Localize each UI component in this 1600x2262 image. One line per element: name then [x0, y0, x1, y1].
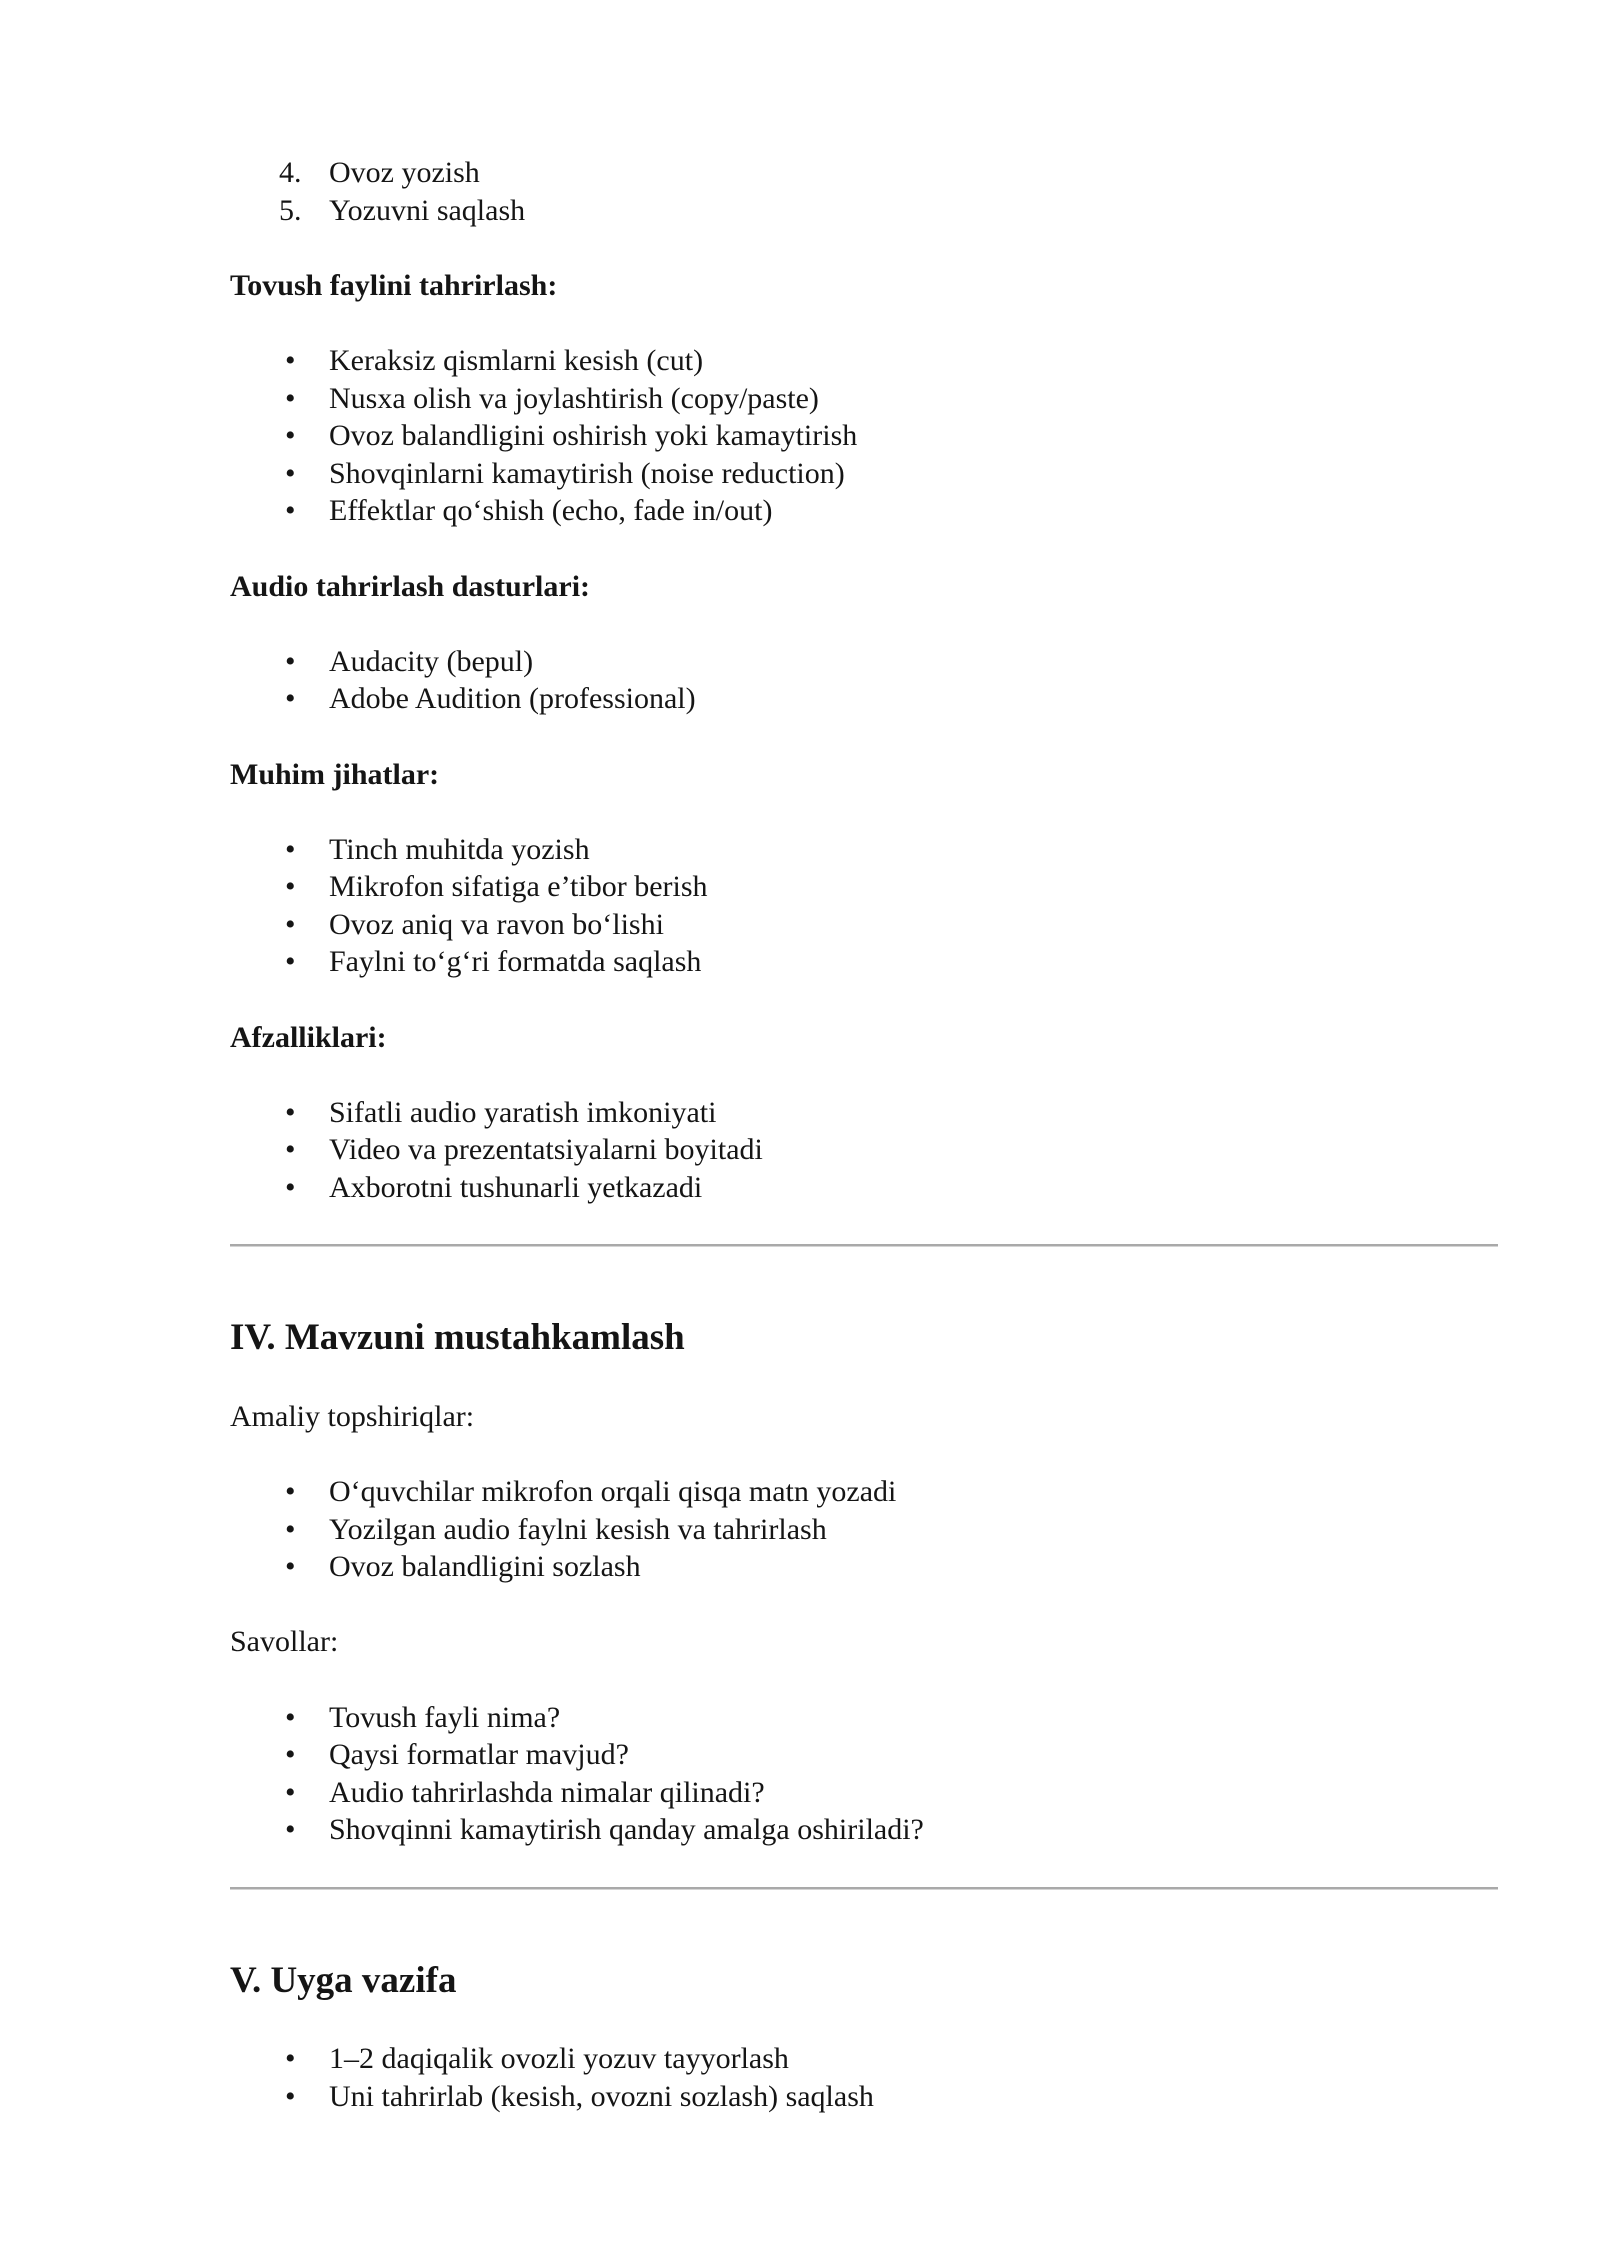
horizontal-divider — [230, 1887, 1498, 1890]
list-item: • Qaysi formatlar mavjud? — [329, 1736, 1498, 1774]
tasks-label: Amaliy topshiriqlar: — [230, 1399, 475, 1433]
programs-list — [230, 643, 1498, 718]
list-item — [279, 154, 1498, 192]
list-item-number: 5. — [279, 193, 302, 227]
list-item-text: Ovoz yozish — [329, 156, 480, 189]
advantages-list — [230, 1094, 1498, 1207]
document-page — [230, 154, 1498, 2153]
list-item-number: 4. — [279, 156, 302, 189]
list-item: • Uni tahrirlab (kesish, ovozni sozlash) saqlash — [329, 2078, 1498, 2116]
list-item: • Faylni to‘g‘ri formatda saqlash — [329, 943, 1498, 981]
section-5-title: V. Uyga vazifa — [230, 1959, 457, 2001]
list-item: • Nusxa olish va joylashtirish (copy/paste) — [329, 380, 1498, 418]
questions-label: Savollar: — [230, 1625, 339, 1659]
list-item: • Audio tahrirlashda nimalar qilinadi? — [329, 1774, 1498, 1812]
important-heading: Muhim jihatlar: — [230, 757, 440, 791]
list-item: • Axborotni tushunarli yetkazadi — [329, 1169, 1498, 1207]
list-item: • Ovoz balandligini oshirish yoki kamaytirish — [329, 417, 1498, 455]
list-item: • Tinch muhitda yozish — [329, 831, 1498, 869]
tasks-list — [230, 1473, 1498, 1586]
list-item: • Sifatli audio yaratish imkoniyati — [329, 1094, 1498, 1132]
editing-list — [230, 342, 1498, 530]
list-item: • Mikrofon sifatiga e’tibor berish — [329, 868, 1498, 906]
list-item: • Tovush fayli nima? — [329, 1699, 1498, 1737]
list-item: • Keraksiz qismlarni kesish (cut) — [329, 342, 1498, 380]
list-item: • Video va prezentatsiyalarni boyitadi — [329, 1131, 1498, 1169]
list-item: • Shovqinlarni kamaytirish (noise reduction) — [329, 455, 1498, 493]
list-item: • Yozilgan audio faylni kesish va tahrirlash — [329, 1511, 1498, 1549]
important-list — [230, 831, 1498, 981]
horizontal-divider — [230, 1244, 1498, 1247]
list-item: • Audacity (bepul) — [329, 643, 1498, 681]
programs-heading: Audio tahrirlash dasturlari: — [230, 569, 591, 603]
editing-heading: Tovush faylini tahrirlash: — [230, 268, 558, 302]
list-item: • O‘quvchilar mikrofon orqali qisqa matn yozadi — [329, 1473, 1498, 1511]
advantages-heading: Afzalliklari: — [230, 1020, 387, 1054]
list-item: • 1–2 daqiqalik ovozli yozuv tayyorlash — [329, 2040, 1498, 2078]
list-item: • Shovqinni kamaytirish qanday amalga oshiriladi? — [329, 1811, 1498, 1849]
list-item-text: Yozuvni saqlash — [329, 193, 526, 227]
list-item — [279, 192, 1498, 230]
list-item: • Ovoz balandligini sozlash — [329, 1548, 1498, 1586]
list-item: • Adobe Audition (professional) — [329, 680, 1498, 718]
section-4-title: IV. Mavzuni mustahkamlash — [230, 1317, 685, 1359]
list-item: • Ovoz aniq va ravon bo‘lishi — [329, 906, 1498, 944]
homework-list — [230, 2040, 1498, 2115]
questions-list — [230, 1699, 1498, 1849]
ordered-steps-list — [230, 154, 1498, 229]
list-item: • Effektlar qo‘shish (echo, fade in/out) — [329, 492, 1498, 530]
